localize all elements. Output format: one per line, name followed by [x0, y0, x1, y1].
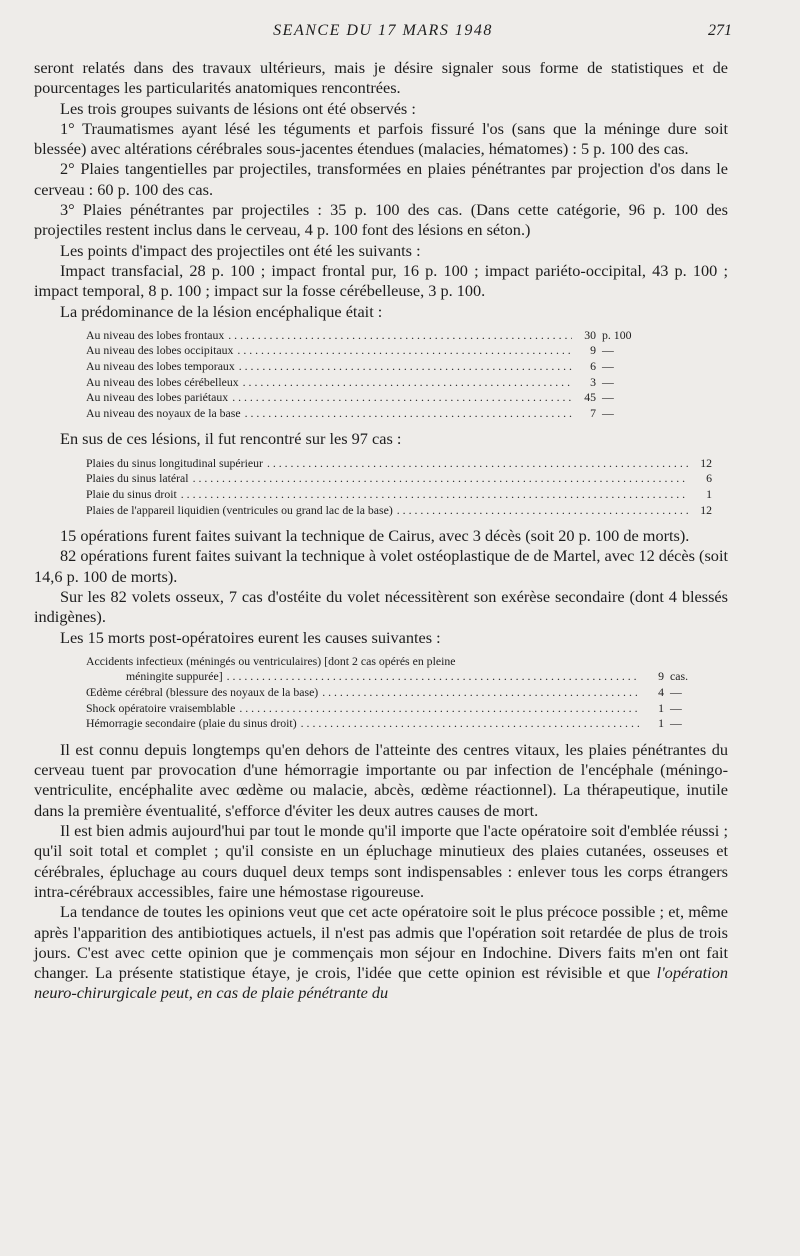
row-label: Au niveau des lobes frontaux — [86, 327, 225, 342]
table-row — [86, 471, 712, 487]
page-header — [34, 22, 732, 46]
row-label: Plaies du sinus longitudinal supérieur — [86, 455, 263, 470]
row-value: 12 — [700, 502, 712, 517]
row-value: 6 — [590, 359, 596, 374]
paragraph: Sur les 82 volets osseux, 7 cas d'ostéite du volet nécessitèrent son exérèse secondaire (dont 4 blessés indigènes). — [34, 586, 728, 627]
table-row — [86, 406, 664, 422]
paragraph: Il est bien admis aujourd'hui par tout le monde qu'il importe que l'acte opératoire soit d'emblée réussi ; qu'il soit total et complet ; qu'il consiste en un épluchage minutieux des plaies cutanées, osseuses et cérébrales, épluchage au cours duquel deux temps sont indispensables : enlever tous les corps étrangers intra-cérébraux accessibles, faire une hémostase rigoureuse. — [34, 821, 728, 901]
row-value: 6 — [706, 471, 712, 486]
row-unit: p. 100 — [602, 327, 632, 342]
row-value: 45 — [584, 390, 596, 405]
row-value: 7 — [590, 405, 596, 420]
table-row — [86, 375, 664, 391]
paragraph: Les 15 morts post-opératoires eurent les causes suivantes : — [60, 627, 441, 647]
row-label: Au niveau des lobes pariétaux — [86, 390, 229, 405]
row-value: 30 — [584, 327, 596, 342]
row-label: Au niveau des lobes temporaux — [86, 359, 235, 374]
paragraph: 82 opérations furent faites suivant la technique à volet ostéoplastique de de Martel, avec 12 décès (soit 14,6 p. 100 de morts). — [34, 546, 728, 586]
row-unit: — — [602, 359, 614, 374]
row-unit: — — [602, 390, 614, 405]
paragraph: Impact transfacial, 28 p. 100 ; impact frontal pur, 16 p. 100 ; impact pariéto-occipital, 43 p. 100 ; impact temporal, 8 p. 100 ; impact sur la fosse cérébelleuse, 3 p. 100. — [34, 260, 728, 301]
row-value: 9 — [590, 343, 596, 358]
table-row — [86, 685, 716, 701]
row-label: Œdème cérébral (blessure des noyaux de la base) — [86, 685, 319, 700]
table-row — [86, 328, 664, 344]
paragraph: 1° Traumatismes ayant lésé les téguments et parfois fissuré l'os (sans que la méninge dure soit blessée) avec altérations cérébrales sous-jacentes étendues (malacies, hématomes) : 5 p. 100 des cas. — [34, 118, 728, 159]
row-label: Hémorragie secondaire (plaie du sinus droit) — [86, 716, 297, 731]
row-label: Accidents infectieux (méningés ou ventriculaires) [dont 2 cas opérés en pleine — [86, 653, 456, 668]
paragraph: 15 opérations furent faites suivant la technique de Cairus, avec 3 décès (soit 20 p. 100 de morts). — [60, 526, 690, 546]
row-label: Plaies de l'appareil liquidien (ventricules ou grand lac de la base) — [86, 502, 393, 517]
paragraph: En sus de ces lésions, il fut rencontré sur les 97 cas : — [60, 429, 402, 449]
row-unit: — — [670, 685, 682, 700]
paragraph: Il est connu depuis longtemps qu'en dehors de l'atteinte des centres vitaux, les plaies pénétrantes du cerveau tuent par provocation d'une hémorragie importante ou par infection de l'encéphale (méningo-ventriculite, encéphalite avec œdème ou malacie, abcès, œdème réactionnel). La thérapeutique, inutile dans la première éventualité, s'efforce d'éviter les deux autres causes de mort. — [34, 739, 728, 820]
row-value: 4 — [658, 685, 664, 700]
row-unit: — — [670, 716, 682, 731]
row-value: 1 — [706, 486, 712, 501]
table-row — [86, 456, 712, 472]
row-value: 3 — [590, 374, 596, 389]
table-row — [86, 716, 716, 732]
row-value: 1 — [658, 700, 664, 715]
paragraph: La prédominance de la lésion encéphalique était : — [60, 301, 383, 321]
row-unit: cas. — [670, 669, 689, 684]
table-row — [86, 390, 664, 406]
paragraph: seront relatés dans des travaux ultérieurs, mais je désire signaler sous forme de statistiques et de pourcentages les particularités anatomiques rencontrées. — [34, 58, 728, 98]
table-row — [86, 701, 716, 717]
row-unit: — — [602, 343, 614, 358]
row-unit: — — [602, 374, 614, 389]
row-value: 1 — [658, 716, 664, 731]
row-label: Au niveau des lobes occipitaux — [86, 343, 234, 358]
row-label: Plaie du sinus droit — [86, 486, 177, 501]
paragraph: 3° Plaies pénétrantes par projectiles : 35 p. 100 des cas. (Dans cette catégorie, 96 p. 100 des projectiles restent inclus dans le cerveau, 4 p. 100 font des lésions en séton.) — [34, 200, 728, 240]
paragraph: Les trois groupes suivants de lésions ont été observés : — [60, 98, 416, 118]
paragraph — [34, 902, 728, 1003]
table-row — [86, 343, 664, 359]
row-label: Au niveau des noyaux de la base — [86, 405, 241, 420]
causes-table — [86, 654, 716, 732]
row-value: 12 — [700, 455, 712, 470]
row-label: Au niveau des lobes cérébelleux — [86, 374, 239, 389]
table-row — [86, 654, 716, 670]
table-row — [86, 359, 664, 375]
paragraph-text: La tendance de toutes les opinions veut que cet acte opératoire soit le plus précoce possible ; et, même après l'apparition des antibiotiques actuels, il n'est pas admis que l'opération soit retardée de plus de trois jours. C'est avec cette opinion que je commençais mon séjour en Indochine. Divers faits m'en ont fait changer. La présente statistique étaye, je crois, l'idée que cette opinion est révisible et que — [34, 902, 728, 983]
table-row — [86, 503, 712, 519]
row-label: Shock opératoire vraisemblable — [86, 700, 236, 715]
italic-text: l'opération neuro-chirurgicale peut, en cas de plaie pénétrante du — [34, 963, 728, 1003]
paragraph: Les points d'impact des projectiles ont été les suivants : — [60, 240, 421, 260]
page-body — [34, 58, 728, 1004]
table-row — [86, 487, 712, 503]
table-row — [86, 669, 716, 685]
paragraph: 2° Plaies tangentielles par projectiles, transformées en plaies pénétrantes par projection d'os dans le cerveau : 60 p. 100 des cas. — [34, 159, 728, 199]
row-value: 9 — [658, 669, 664, 684]
row-unit: — — [602, 405, 614, 420]
row-unit: — — [670, 700, 682, 715]
row-label: Plaies du sinus latéral — [86, 471, 189, 486]
sinus-table — [86, 456, 712, 518]
lobes-table — [86, 328, 664, 422]
row-label: méningite suppurée] — [126, 669, 223, 684]
page-number: 271 — [708, 22, 732, 39]
running-title: SEANCE DU 17 MARS 1948 — [273, 22, 493, 39]
